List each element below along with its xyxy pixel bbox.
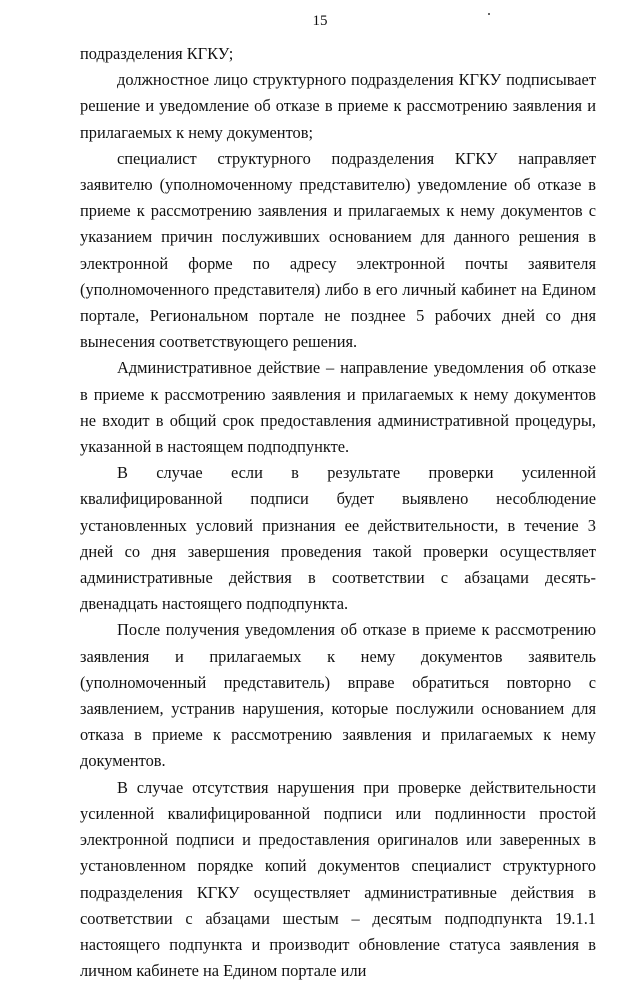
paragraph-administrative-action: Административное действие – направление уведомления об отказе в приеме к рассмотрению заявления и прилагаемых к нему документов не входит в общий срок предоставления административной процедуры, указанной в настоящем подподпункте. [80,358,596,457]
paragraph-official-signs: должностное лицо структурного подразделения КГКУ подписывает решение и уведомление об отказе в приеме к рассмотрению заявления и прилагаемых к нему документов; [80,70,596,142]
scan-speck [488,13,490,15]
page-number: 15 [312,13,328,29]
paragraph-continuation: подразделения КГКУ; [80,44,234,63]
paragraph-signature-check: В случае если в результате проверки усиленной квалифицированной подписи будет выявлено несоблюдение установленных условий признания ее действительности, в течение 3 дней со дня завершения проведения такой проверки осуществляет административные действия в соответствии с абзацами десять-двенадцать настоящего подподпункта. [80,463,596,614]
paragraph-resubmission: После получения уведомления об отказе в приеме к рассмотрению заявления и прилагаемых к нему документов заявитель (уполномоченный представитель) вправе обратиться повторно с заявлением, устранив нарушения, которые послужили основанием для отказа в приеме к рассмотрению заявления и прилагаемых к нему документов. [80,620,596,771]
paragraph-no-violation: В случае отсутствия нарушения при проверке действительности усиленной квалифицированной подписи или подлинности простой электронной подписи и предоставления оригиналов или заверенных в установленном порядке копий документов специалист структурного подразделения КГКУ осуществляет административные действия в соответствии с абзацами шестым – десятым подподпункта 19.1.1 настоящего подпункта и производит обновление статуса заявления в личном кабинете на Едином портале или [80,777,596,981]
paragraph-specialist-sends: специалист структурного подразделения КГКУ направляет заявителю (уполномоченному представителю) уведомление об отказе в приеме к рассмотрению заявления и прилагаемых к нему документов с указанием причин послуживших основанием для данного решения в электронной форме по адресу электронной почты заявителя (уполномоченного представителя) либо в его личный кабинет на Едином портале, Региональном портале не позднее 5 рабочих дней со дня вынесения соответствующего решения. [80,148,596,352]
document-body [80,41,596,984]
